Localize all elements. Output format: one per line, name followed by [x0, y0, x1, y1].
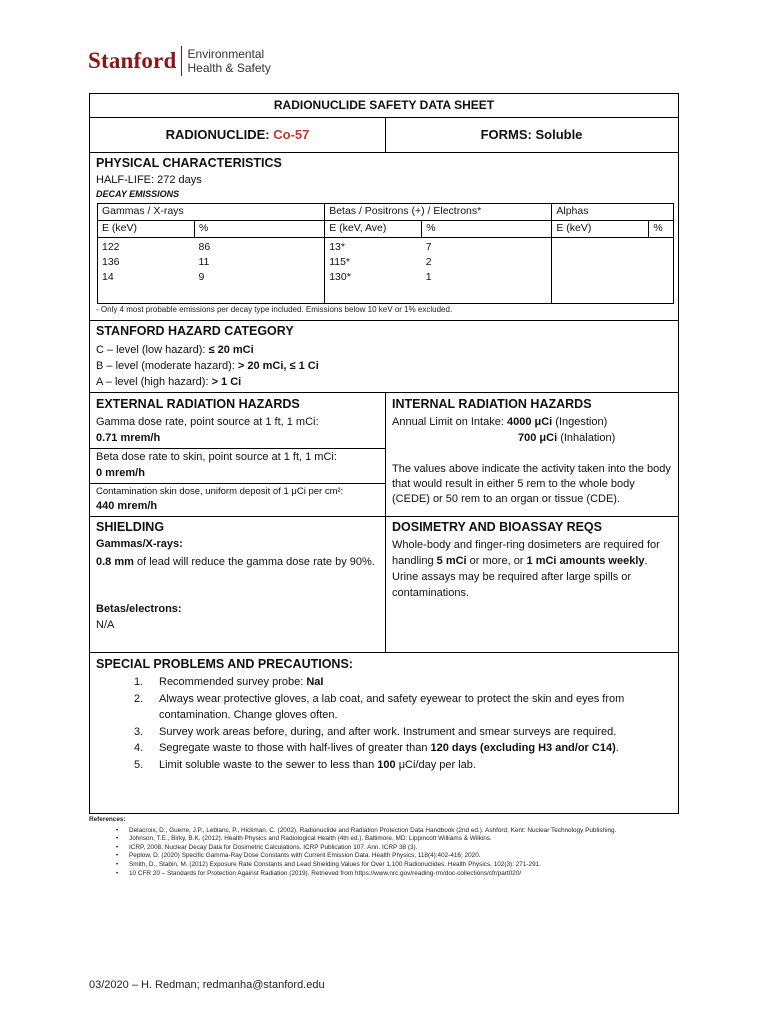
- internal-explanation: The values above indicate the activity taken into the body that would result in either 5 rem to the whole body (CEDE) or 50 rem to an organ or tissue (CDE).: [392, 463, 671, 505]
- list-item: 5. Limit soluble waste to the sewer to less than 100 μCi/day per lab.: [134, 758, 476, 771]
- divider: [385, 393, 386, 517]
- stanford-ehs-logo: [88, 44, 271, 78]
- precautions-list: [134, 674, 674, 773]
- dosimetry-heading: DOSIMETRY AND BIOASSAY REQS: [392, 520, 602, 534]
- contamination-dose-value: 440 mrem/h: [96, 500, 158, 512]
- half-life: HALF-LIFE: 272 days: [96, 174, 202, 186]
- forms-field: FORMS: Soluble: [480, 127, 583, 142]
- beta-dose-value: 0 mrem/h: [96, 467, 145, 479]
- hazard-heading: STANFORD HAZARD CATEGORY: [96, 324, 294, 338]
- col-header: %: [649, 221, 674, 238]
- inhalation-limit: 700 μCi (Inhalation): [518, 432, 616, 444]
- group-alphas: Alphas: [552, 204, 674, 221]
- special-problems-section: [90, 653, 678, 813]
- reference-item: • ICRP, 2008. Nuclear Decay Data for Dosimetric Calculations. ICRP Publication 107. Ann. ICRP 38 (3).: [89, 844, 689, 853]
- beta-energy-cell: 13* 115* 130*: [325, 238, 422, 300]
- col-header: E (keV): [98, 221, 195, 238]
- nuclide-field: RADIONUCLIDE: Co-57: [165, 127, 310, 142]
- internal-heading: INTERNAL RADIATION HAZARDS: [392, 397, 592, 411]
- group-header-row: [98, 204, 674, 221]
- dosimetry-text: Whole-body and finger-ring dosimeters are required for handling 5 mCi or more, or 1 mCi amounts weekly. Urine assays may be required after large spills or contaminations.: [392, 539, 660, 599]
- divider: [385, 517, 386, 653]
- divider: [90, 448, 385, 449]
- col-header: %: [195, 221, 325, 238]
- list-item: 3. Survey work areas before, during, and after work. Instrument and smear surveys are required.: [134, 725, 617, 738]
- hazard-b-level: B – level (moderate hazard): > 20 mCi, ≤ 1 Ci: [96, 360, 319, 372]
- alpha-energy-cell: [552, 238, 649, 300]
- group-gammas: Gammas / X-rays: [98, 204, 325, 221]
- list-item: 4. Segregate waste to those with half-lives of greater than 120 days (excluding H3 and/or C14).: [134, 742, 619, 754]
- divider: [90, 483, 385, 484]
- col-header: E (keV, Ave): [325, 221, 422, 238]
- references: [89, 816, 689, 878]
- sheet-title: RADIONUCLIDE SAFETY DATA SHEET: [273, 98, 495, 112]
- list-item: 2. Always wear protective gloves, a lab coat, and safety eyewear to protect the skin and eyes from contamination. Change gloves often.: [134, 692, 625, 721]
- shielding-dosimetry-row: [90, 517, 678, 653]
- hazard-a-level: A – level (high hazard): > 1 Ci: [96, 376, 242, 388]
- data-sheet: [89, 93, 679, 814]
- col-header: %: [422, 221, 552, 238]
- beta-percent-cell: 7 2 1: [422, 238, 552, 300]
- external-heading: EXTERNAL RADIATION HAZARDS: [96, 397, 300, 411]
- emission-values-row: [98, 238, 674, 300]
- reference-item: • 10 CFR 20 – Standards for Protection Against Radiation (2019). Retrieved from https://www.nrc.gov/reading-rm/doc-collections/cfr/part020/: [89, 870, 689, 879]
- emissions-note: - Only 4 most probable emissions per decay type included. Emissions below 10 keV or 1% excluded.: [96, 305, 453, 314]
- forms-value: Soluble: [535, 127, 583, 142]
- reference-item: • Smith, D., Stabin, M. (2012) Exposure Rate Constants and Lead Shielding Values for Over 1,100 Radionuclides. Health Physics, 102(3): 271-291.: [89, 861, 689, 870]
- shielding-heading: SHIELDING: [96, 520, 165, 534]
- contamination-dose-label: Contamination skin dose, uniform deposit of 1 μCi per cm²:: [96, 486, 344, 497]
- nuclide-value: Co-57: [273, 127, 310, 142]
- reference-item: • Peplow, D. (2020) Specific Gamma-Ray Dose Constants with Current Emission Data. Health Physics, 118(4):402-416; 2020.: [89, 852, 689, 861]
- col-header: E (keV): [552, 221, 649, 238]
- decay-heading: DECAY EMISSIONS: [96, 189, 180, 199]
- ingestion-limit: Annual Limit on Intake: 4000 μCi (Ingestion): [392, 416, 608, 428]
- nuclide-row: [90, 118, 678, 153]
- group-betas: Betas / Positrons (+) / Electrons*: [325, 204, 552, 221]
- gamma-percent-cell: 86 11 9: [195, 238, 325, 300]
- footer-author: 03/2020 – H. Redman; redmanha@stanford.edu: [89, 979, 325, 991]
- list-item: 1. Recommended survey probe: NaI: [134, 676, 324, 688]
- shielding-gamma-label: Gammas/X-rays:: [96, 538, 183, 550]
- physical-heading: PHYSICAL CHARACTERISTICS: [96, 156, 282, 170]
- shielding-gamma-text: 0.8 mm of lead will reduce the gamma dose rate by 90%.: [96, 556, 375, 568]
- table-bottom-row: [98, 299, 674, 304]
- title-row: [90, 94, 678, 118]
- logo-divider: [181, 46, 182, 76]
- hazard-c-level: C – level (low hazard): ≤ 20 mCi: [96, 344, 254, 356]
- special-heading: SPECIAL PROBLEMS AND PRECAUTIONS:: [96, 657, 353, 671]
- logo-wordmark: Stanford: [88, 48, 177, 73]
- alpha-percent-cell: [649, 238, 674, 300]
- shielding-beta-text: N/A: [96, 619, 115, 631]
- hazard-category-section: [90, 321, 678, 393]
- physical-section: [90, 153, 678, 321]
- references-label: References:: [89, 816, 126, 823]
- reference-item: • Johnson, T.E., Birky, B.K. (2012). Health Physics and Radiological Health (4th ed.). Baltimore, MD: Lippincott Williams & Wilkins.: [89, 835, 689, 844]
- radiation-hazards-row: [90, 393, 678, 517]
- reference-item: • Delacroix, D., Guerre, J.P., Leblanc, P., Hickman, C. (2002). Radionuclide and Radiation Protection Data Handbook (2nd ed.). Ashford, Kent: Nuclear Technology Publishing.: [89, 827, 689, 836]
- beta-dose-label: Beta dose rate to skin, point source at 1 ft, 1 mCi:: [96, 451, 337, 463]
- shielding-beta-label: Betas/electrons:: [96, 603, 182, 615]
- column-header-row: [98, 221, 674, 238]
- decay-emissions-table: [97, 203, 674, 304]
- gamma-dose-label: Gamma dose rate, point source at 1 ft, 1 mCi:: [96, 416, 319, 428]
- gamma-dose-value: 0.71 mrem/h: [96, 432, 161, 444]
- gamma-energy-cell: 122 136 14: [98, 238, 195, 300]
- logo-department: Environmental Health & Safety: [187, 47, 271, 75]
